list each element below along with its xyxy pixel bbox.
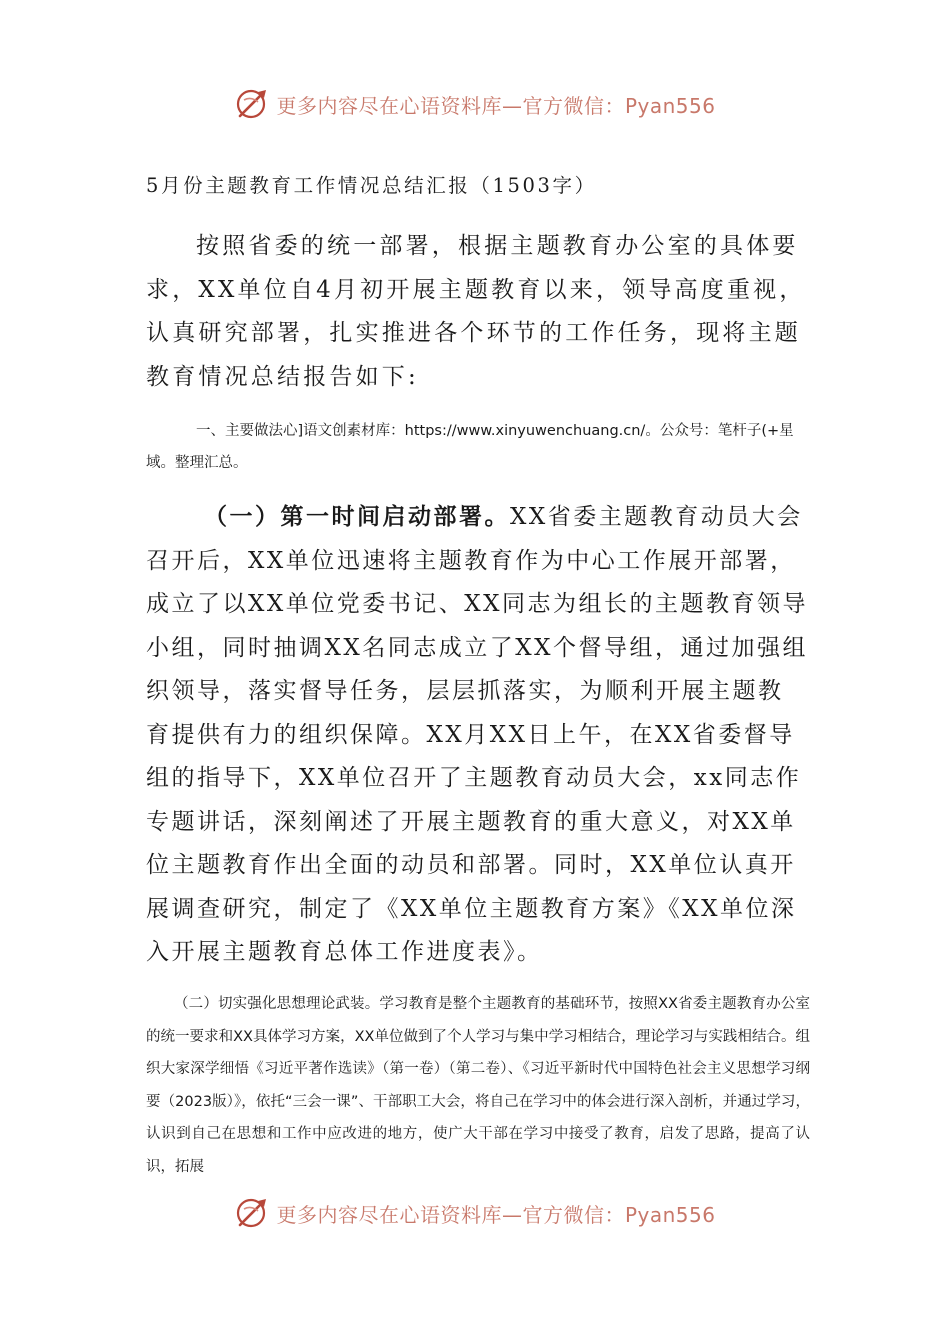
watermark-banner-bottom — [0, 1193, 950, 1233]
brush-logo-icon — [234, 1195, 270, 1231]
intro-paragraph: 按照省委的统一部署，根据主题教育办公室的具体要求，XX单位自4月初开展主题教育以来，领导高度重视，认真研究部署，扎实推进各个环节的工作任务，现将主题教育情况总结报告如下: — [146, 233, 806, 390]
section-note: 一、主要做法心]语文创素材库：https://www.xinyuwenchuang.cn/。公众号：笔杆子(+星域。整理汇总。 — [146, 423, 794, 471]
document-title: 5月份主题教育工作情况总结汇报（1503字） — [146, 174, 597, 197]
section-2-paragraph: （二）切实强化思想理论武装。学习教育是整个主题教育的基础环节，按照XX省委主题教育办公室的统一要求和XX具体学习方案，XX单位做到了个人学习与集中学习相结合，理论学习与实践相结合。组织大家深学细悟《习近平著作选读》（第一卷）（第二卷）、《习近平新时代中国特色社会主义思想学习纲要（2023版）》，依托“三会一课”、干部职工大会，将自己在学习中的体会进行深入剖析，并通过学习，认识到自己在思想和工作中应改进的地方，使广大干部在学习中接受了教育，启发了思路，提高了认识，拓展 — [146, 996, 810, 1175]
section-1-paragraph — [146, 495, 808, 975]
watermark-banner-top — [0, 84, 950, 124]
brush-logo-icon — [234, 86, 270, 122]
watermark-text: 更多内容尽在心语资料库—官方微信：Pyan556 — [276, 93, 716, 118]
section-1-heading: （一）第一时间启动部署。 — [204, 503, 510, 530]
section-1-body: XX省委主题教育动员大会召开后，XX单位迅速将主题教育作为中心工作展开部署，成立了以XX单位党委书记、XX同志为组长的主题教育领导小组，同时抽调XX名同志成立了XX个督导组，通过加强组织领导，落实督导任务，层层抓落实，为顺利开展主题教育提供有力的组织保障。XX月XX日上午，在XX省委督导组的指导下，XX单位召开了主题教育动员大会，xx同志作专题讲话，深刻阐述了开展主题教育的重大意义，对XX单位主题教育作出全面的动员和部署。同时，XX单位认真开展调查研究，制定了《XX单位主题教育方案》《XX单位深入开展主题教育总体工作进度表》。 — [146, 504, 808, 965]
watermark-text: 更多内容尽在心语资料库—官方微信：Pyan556 — [276, 1202, 716, 1227]
